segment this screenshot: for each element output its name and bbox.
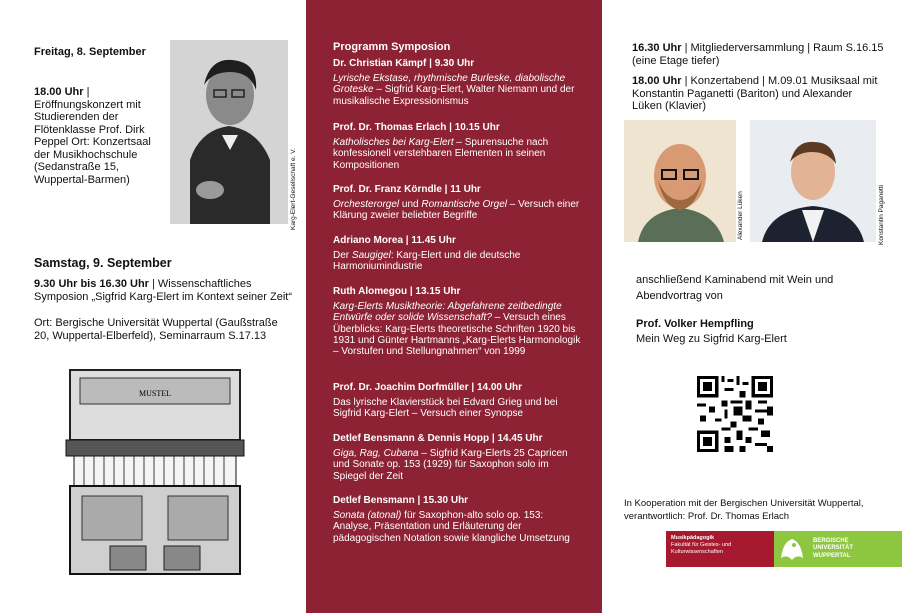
program-item-head: Prof. Dr. Thomas Erlach | 10.15 Uhr <box>333 122 500 133</box>
harmonium-illustration <box>60 366 250 578</box>
program-item-title: Saugigel <box>351 250 391 262</box>
saturday-place: Ort: Bergische Universität Wuppertal (Gaußstraße 20, Wuppertal-Elberfeld), Seminarraum S.17.13 <box>34 317 278 342</box>
friday-description: | Eröffnungskonzert mit Studierenden der Flötenklasse Prof. Dirk Peppel Ort: Konzertsaal der Musikhochschule (Sedanstraße 15, Wuppertal-Barmen) <box>34 86 151 186</box>
program-item-head: Prof. Dr. Franz Körndle | 11 Uhr <box>333 184 481 195</box>
program-item-title: Sonata (atonal) <box>333 510 402 522</box>
portrait-illustration <box>170 40 288 224</box>
program-item <box>333 235 583 273</box>
left-panel <box>0 0 306 613</box>
photo2-caption: Konstantin Paganetti <box>878 185 885 245</box>
saturday-event <box>34 278 292 303</box>
friday-time: 18.00 Uhr <box>34 86 84 98</box>
program-item-head: Dr. Christian Kämpf | 9.30 Uhr <box>333 58 475 69</box>
program-item-text: – Sigfrid Karg-Elerts 25 Capricen und Sonate op. 153 (1929) für Saxophon solo im Spiegel der Zeit <box>333 448 568 482</box>
logo-left-title: Musikpädagogik <box>671 535 715 541</box>
logo-right-text: BERGISCHE UNIVERSITÄT WUPPERTAL <box>813 537 854 559</box>
photo1-caption: Alexander Lüken <box>737 191 744 240</box>
saturday-date: Samstag, 9. September <box>34 256 172 270</box>
members-meeting-time: 16.30 Uhr <box>632 42 682 54</box>
portrait-caption: Karg-Elert-Gesellschaft e. V. <box>290 148 297 230</box>
qr-code[interactable] <box>697 376 773 452</box>
speaker-name: Prof. Volker Hempfling <box>636 318 754 330</box>
lion-emblem-icon <box>777 534 807 564</box>
photo-alexander-lueken <box>624 120 736 242</box>
talk-title: Mein Weg zu Sigfrid Karg-Elert <box>636 333 787 345</box>
logo-musikpaedagogik <box>666 531 774 567</box>
program-item <box>333 122 583 171</box>
program-item <box>333 184 583 222</box>
university-logos <box>666 531 902 567</box>
program-panel <box>306 0 602 613</box>
harmonium-brand: MUSTEL <box>139 389 171 398</box>
logo-buw <box>774 531 902 567</box>
program-item <box>333 286 583 357</box>
program-item-text: – Sigfrid Karg-Elert, Walter Niemann und der musikalische Expressionismus <box>333 84 575 107</box>
program-item-text: – Versuch einer Klärung zweier beliebter Begriffe <box>333 199 580 222</box>
kaminabend-text: anschließend Kaminabend mit Wein und Abendvortrag von <box>636 274 834 302</box>
program-item <box>333 433 583 482</box>
program-item-head: Detlef Bensmann | 15.30 Uhr <box>333 495 469 506</box>
friday-event <box>34 86 159 186</box>
program-item-head: Prof. Dr. Joachim Dorfmüller | 14.00 Uhr <box>333 382 522 393</box>
right-panel <box>602 0 902 613</box>
program-item <box>333 58 583 107</box>
program-item-head: Ruth Alomegou | 13.15 Uhr <box>333 286 461 297</box>
concert-evening <box>632 75 882 113</box>
logo-left-sub: Fakultät für Geistes- und Kulturwissenschaften <box>671 542 732 555</box>
concert-time: 18.00 Uhr <box>632 75 682 87</box>
saturday-description: | Wissenschaftliches Symposion „Sigfrid Karg-Elert im Kontext seiner Zeit“ <box>34 278 292 303</box>
program-item-title: Giga, Rag, Cubana <box>333 448 419 460</box>
program-item-head: Detlef Bensmann & Dennis Hopp | 14.45 Uhr <box>333 433 543 444</box>
program-item-head: Adriano Morea | 11.45 Uhr <box>333 235 456 246</box>
members-meeting-desc: | Mitgliederversammlung | Raum S.16.15 (eine Etage tiefer) <box>632 42 884 67</box>
program-item-text: Das lyrische Klavierstück bei Edvard Grieg und bei Sigfrid Karg-Elert – Versuch einer Synopse <box>333 397 558 420</box>
program-item-pre: Der <box>333 250 352 262</box>
members-meeting <box>632 42 894 67</box>
program-item-join: und <box>399 199 422 211</box>
program-item-title: Lyrische Ekstase, rhythmische Burleske, diabolische Groteske <box>333 73 566 96</box>
program-item-text: : Karg-Elert und die deutsche Harmoniumindustrie <box>333 250 521 273</box>
program-item-text: – Versuch eines Überblicks: Karg-Elerts theoretische Schriften 1920 bis 1931 und Günter Hartmanns „Karg-Elerts Harmonologik – Vorstufen und Stellungnahmen“ von 1999 <box>333 312 581 358</box>
portrait-photo <box>170 40 288 224</box>
program-item-text: – Spurensuche nach konfessionell verstehbaren Elementen in seinen Kompositionen <box>333 137 549 171</box>
program-item-title: Orchesterorgel <box>333 199 400 211</box>
program-item-title: Karg-Elerts Musiktheorie: Abgefahrene zeitbedingte Entwürfe oder solide Wissenschaft? <box>333 301 562 324</box>
program-item-title: Katholisches bei Karg-Elert <box>333 137 454 149</box>
program-heading: Programm Symposion <box>333 41 451 53</box>
program-item <box>333 495 583 544</box>
program-item-text: für Saxophon-alto solo op. 153: Analyse, Präsentation und Erläuterung der pädagogischen Notation sowie klangliche Umsetzung <box>333 510 570 544</box>
photo-konstantin-paganetti <box>750 120 876 242</box>
program-item-title: Romantische Orgel <box>421 199 507 211</box>
program-item <box>333 382 583 420</box>
cooperation-text: In Kooperation mit der Bergischen Universität Wuppertal, verantwortlich: Prof. Dr. Thomas Erlach <box>624 498 864 522</box>
friday-date: Freitag, 8. September <box>34 46 146 58</box>
concert-desc: | Konzertabend | M.09.01 Musiksaal mit Konstantin Paganetti (Bariton) und Alexander Lüken (Klavier) <box>632 75 878 112</box>
saturday-time: 9.30 Uhr bis 16.30 Uhr <box>34 278 149 290</box>
